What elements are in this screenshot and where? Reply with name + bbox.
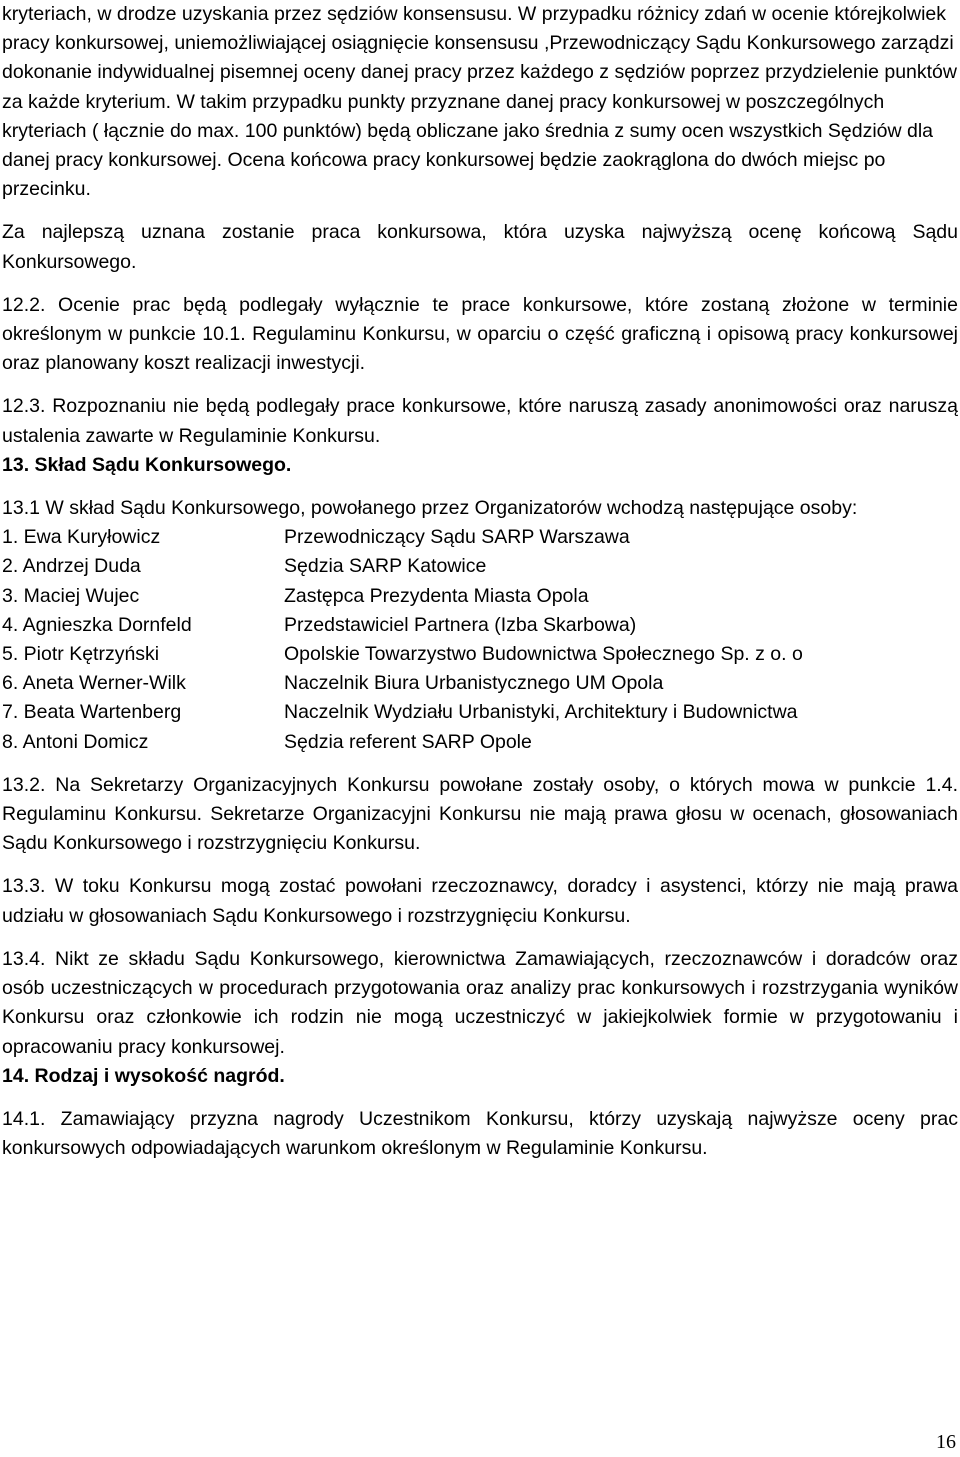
paragraph-13-2: 13.2. Na Sekretarzy Organizacyjnych Konkursu powołane zostały osoby, o których mowa w punkcie 1.4. Regulaminu Konkursu. Sekretarze Organizacyjni Konkursu nie mają prawa głosu w ocenach, głosowaniach Sądu Konkursowego i rozstrzygnięciu Konkursu.: [2, 773, 958, 855]
member-name: 1. Ewa Kuryłowicz: [2, 526, 161, 549]
section-13-heading: 13. Skład Sądu Konkursowego.: [2, 453, 292, 476]
member-name: 5. Piotr Kętrzyński: [2, 643, 160, 666]
member-role: Sędzia SARP Katowice: [284, 555, 487, 578]
jury-member: [2, 552, 958, 581]
member-name: 6. Aneta Werner-Wilk: [2, 672, 186, 695]
jury-member: [2, 669, 958, 698]
member-role: Naczelnik Biura Urbanistycznego UM Opola: [284, 672, 664, 695]
member-name: 7. Beata Wartenberg: [2, 701, 182, 724]
member-role: Sędzia referent SARP Opole: [284, 730, 532, 753]
paragraph-14-1: 14.1. Zamawiający przyzna nagrody Uczestnikom Konkursu, którzy uzyskają najwyższe oceny prac konkursowych odpowiadających warunkom określonym w Regulaminie Konkursu.: [2, 1107, 958, 1160]
section-14-heading: 14. Rodzaj i wysokość nagród.: [2, 1064, 285, 1087]
jury-member: [2, 728, 958, 757]
member-name: 2. Andrzej Duda: [2, 555, 141, 578]
jury-member: [2, 523, 958, 552]
jury-member: [2, 640, 958, 669]
paragraph-13-4: 13.4. Nikt ze składu Sądu Konkursowego, kierownictwa Zamawiających, rzeczoznawców i doradców oraz osób uczestniczących w procedurach przygotowania oraz analizy prac konkursowych i rozstrzygania wyników Konkursu oraz członkowie ich rodzin nie mogą uczestniczyć w jakiejkolwiek formie w przygotowaniu i opracowaniu pracy konkursowej.: [2, 947, 958, 1058]
paragraph-12-3: 12.3. Rozpoznaniu nie będą podlegały prace konkursowe, które naruszą zasady anonimowości oraz naruszą ustalenia zawarte w Regulaminie Konkursu.: [2, 395, 958, 447]
member-role: Przedstawiciel Partnera (Izba Skarbowa): [284, 613, 637, 636]
member-name: 3. Maciej Wujec: [2, 584, 140, 607]
member-role: Przewodniczący Sądu SARP Warszawa: [284, 526, 630, 549]
jury-member: [2, 611, 958, 640]
jury-members-list: [2, 523, 958, 757]
jury-member: [2, 582, 958, 611]
page-number: 16: [936, 1431, 956, 1453]
intro-paragraph: kryteriach, w drodze uzyskania przez sędziów konsensusu. W przypadku różnicy zdań w ocenie którejkolwiek pracy konkursowej, uniemożliwiającej osiągnięcie konsensusu ,Przewodniczący Sądu Konkursowego zarządzi dokonanie indywidualnej pisemnej oceny danej pracy przez każdego z sędziów poprzez przydzielenie punktów za każde kryterium. W takim przypadku punkty przyznane danej pracy konkursowej w poszczególnych kryteriach ( łącznie do max. 100 punktów) będą obliczane jako średnia z sumy ocen wszystkich Sędziów dla danej pracy konkursowej. Ocena końcowa pracy konkursowej będzie zaokrąglona do dwóch miejsc po przecinku.: [2, 3, 957, 201]
document-page: [2, 0, 958, 1163]
member-role: Naczelnik Wydziału Urbanistyki, Architektury i Budownictwa: [284, 701, 798, 724]
member-role: Opolskie Towarzystwo Budownictwa Społecznego Sp. z o. o: [284, 643, 803, 666]
member-name: 8. Antoni Domicz: [2, 730, 149, 753]
paragraph-12-2: 12.2. Ocenie prac będą podlegały wyłącznie te prace konkursowe, które zostaną złożone w terminie określonym w punkcie 10.1. Regulaminu Konkursu, w oparciu o część graficzną i opisową pracy konkursowej oraz planowany koszt realizacji inwestycji.: [2, 293, 958, 375]
paragraph-13-3: 13.3. W toku Konkursu mogą zostać powołani rzeczoznawcy, doradcy i asystenci, którzy nie mają prawa udziału w głosowaniach Sądu Konkursowego i rozstrzygnięciu Konkursu.: [2, 875, 958, 927]
member-name: 4. Agnieszka Dornfeld: [2, 613, 192, 636]
member-role: Zastępca Prezydenta Miasta Opola: [284, 584, 589, 607]
best-work-paragraph: Za najlepszą uznana zostanie praca konkursowa, która uzyska najwyższą ocenę końcową Sądu Konkursowego.: [2, 221, 958, 273]
jury-member: [2, 698, 958, 727]
paragraph-13-1: 13.1 W skład Sądu Konkursowego, powołanego przez Organizatorów wchodzą następujące osoby:: [2, 497, 858, 520]
